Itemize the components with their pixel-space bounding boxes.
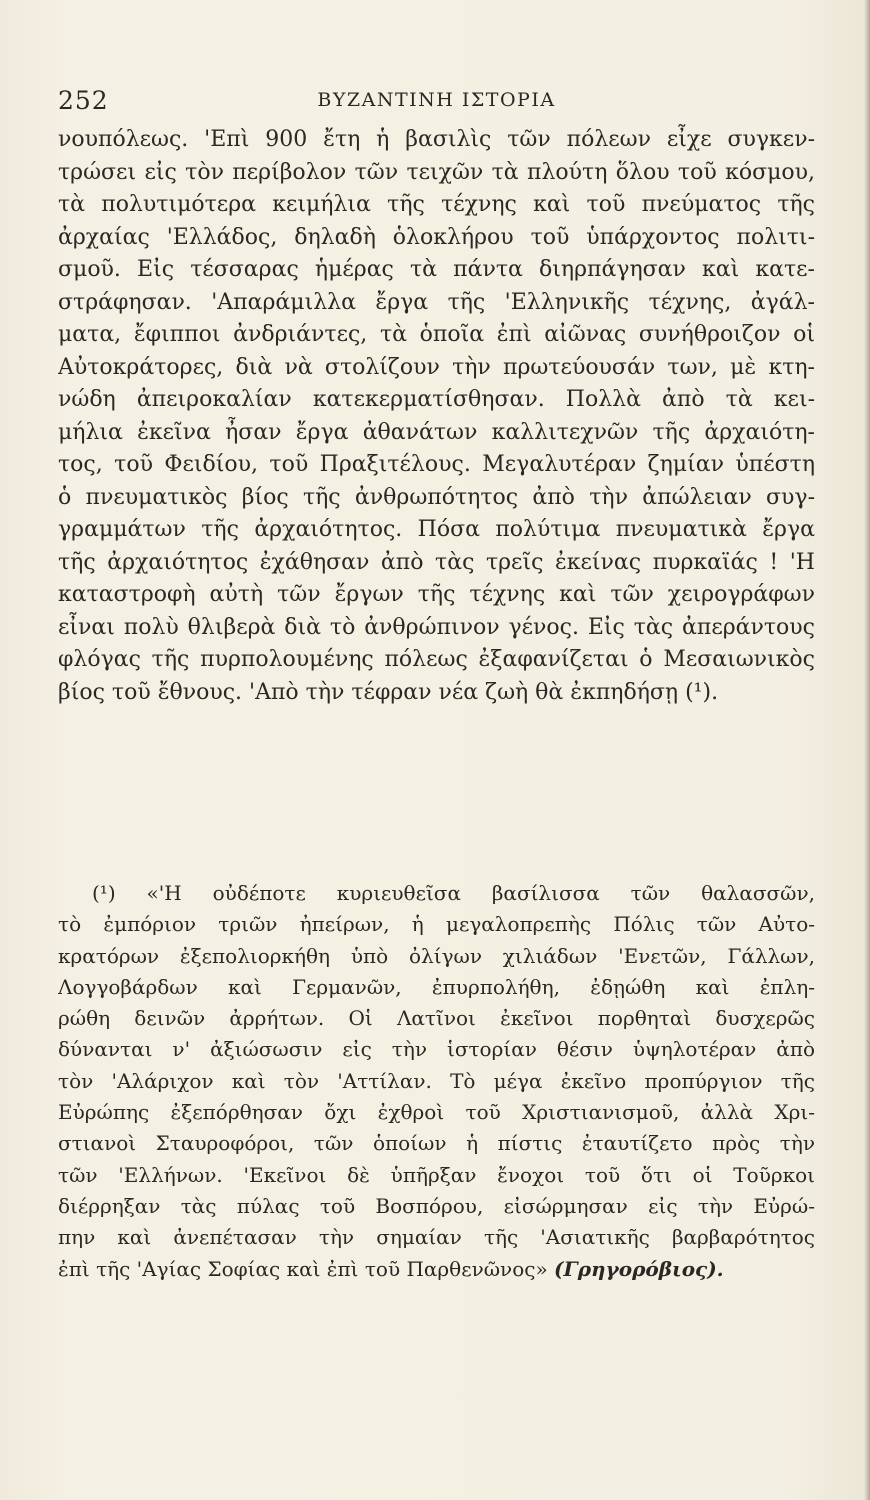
text-line: εἶναι πολὺ θλιβερὰ διὰ τὸ ἀνθρώπινον γένος. Εἰς τὰς ἀπεράντους [58, 614, 815, 640]
page-header [58, 86, 815, 122]
page-number: 252 [58, 86, 109, 115]
footnote-line: τὸν 'Αλάριχον καὶ τὸν 'Αττίλαν. Τὸ μέγα ἐκεῖνο προπύργιον τῆς [58, 1068, 815, 1093]
running-title: ΒΥΖΑΝΤΙΝΗ ΙΣΤΟΡΙΑ [317, 89, 556, 111]
footnote-author: (Γρηγορόβιος). [554, 1256, 724, 1281]
text-line: μήλια ἐκεῖνα ἦσαν ἔργα ἀθανάτων καλλιτεχνῶν τῆς ἀρχαιότη- [58, 419, 815, 445]
footnote-line: τῶν 'Ελλήνων. 'Εκεῖνοι δὲ ὑπῆρξαν ἔνοχοι τοῦ ὅτι οἱ Τοῦρκοι [58, 1162, 815, 1187]
text-line: τὰ πολυτιμότερα κειμήλια τῆς τέχνης καὶ τοῦ πνεύματος τῆς [58, 192, 815, 217]
text-line: τος, τοῦ Φειδίου, τοῦ Πραξιτέλους. Μεγαλυτέραν ζημίαν ὑπέστη [58, 452, 815, 477]
footnote-line: διέρρηξαν τὰς πύλας τοῦ Βοσπόρου, εἰσώρμησαν εἰς τὴν Εὐρώ- [58, 1193, 815, 1218]
page-edge-shadow [864, 0, 870, 1500]
footnote-line: ρώθη δεινῶν ἀρρήτων. Οἱ Λατῖνοι ἐκεῖνοι πορθηταὶ δυσχερῶς [58, 1006, 815, 1031]
footnote-line: δύνανται ν' ἀξιώσωσιν εἰς τὴν ἱστορίαν θέσιν ὑψηλοτέραν ἀπὸ [58, 1037, 815, 1062]
footnote-line: κρατόρων ἐξεπολιορκήθη ὑπὸ ὀλίγων χιλιάδων 'Ενετῶν, Γάλλων, [58, 943, 815, 968]
main-text-body [58, 124, 815, 709]
footnote-line-final [58, 1254, 815, 1285]
footnote-line: Λογγοβάρδων καὶ Γερμανῶν, ἐπυρπολήθη, ἐδῃώθη καὶ ἐπλη- [58, 974, 815, 999]
text-line: νώδη ἀπειροκαλίαν κατεκερματίσθησαν. Πολλὰ ἀπὸ τὰ κει- [58, 387, 815, 412]
text-line: νουπόλεως. 'Επὶ 900 ἔτη ἡ βασιλὶς τῶν πόλεων εἶχε συγκεν- [58, 127, 815, 152]
text-line: ματα, ἔφιπποι ἀνδριάντες, τὰ ὁποῖα ἐπὶ αἰῶνας συνήθροιζον οἱ [58, 322, 815, 347]
footnote-line: τὸ ἐμπόριον τριῶν ἠπείρων, ἡ μεγαλοπρεπὴς Πόλις τῶν Αὐτο- [58, 912, 815, 937]
footnote [58, 878, 815, 1285]
text-line: φλόγας τῆς πυρπολουμένης πόλεως ἐξαφανίζεται ὁ Μεσαιωνικὸς [58, 647, 815, 672]
text-line: στράφησαν. 'Απαράμιλλα ἔργα τῆς 'Ελληνικῆς τέχνης, ἀγάλ- [58, 289, 815, 315]
text-line: γραμμάτων τῆς ἀρχαιότητος. Πόσα πολύτιμα πνευματικὰ ἔργα [58, 517, 815, 542]
footnote-line: πην καὶ ἀνεπέτασαν τὴν σημαίαν τῆς 'Ασιατικῆς βαρβαρότητος [58, 1225, 815, 1250]
text-line: τῆς ἀρχαιότητος ἐχάθησαν ἀπὸ τὰς τρεῖς ἐκείνας πυρκαϊάς ! 'Η [58, 549, 815, 575]
text-line: καταστροφὴ αὐτὴ τῶν ἔργων τῆς τέχνης καὶ τῶν χειρογράφων [58, 582, 815, 607]
text-line: τρώσει εἰς τὸν περίβολον τῶν τειχῶν τὰ πλούτη ὅλου τοῦ κόσμου, [58, 159, 815, 185]
text-line: σμοῦ. Εἰς τέσσαρας ἡμέρας τὰ πάντα διηρπάγησαν καὶ κατε- [58, 257, 815, 282]
text-line: ἀρχαίας 'Ελλάδος, δηλαδὴ ὁλοκλήρου τοῦ ὑπάρχοντος πολιτι- [58, 224, 815, 250]
footnote-line: στιανοὶ Σταυροφόροι, τῶν ὁποίων ἡ πίστις ἐταυτίζετο πρὸς τὴν [58, 1131, 815, 1156]
text-line: ὁ πνευματικὸς βίος τῆς ἀνθρωπότητος ἀπὸ τὴν ἀπώλειαν συγ- [58, 484, 815, 510]
text-line: βίος τοῦ ἔθνους. 'Απὸ τὴν τέφραν νέα ζωὴ θὰ ἐκπηδήσῃ (¹). [58, 679, 719, 705]
footnote-text: ἐπὶ τῆς 'Αγίας Σοφίας καὶ ἐπὶ τοῦ Παρθενῶνος» [58, 1256, 555, 1281]
text-line: Αὐτοκράτορες, διὰ νὰ στολίζουν τὴν πρωτεύουσάν των, μὲ κτη- [58, 354, 815, 380]
footnote-line: (¹) «'Η οὐδέποτε κυριευθεῖσα βασίλισσα τῶν θαλασσῶν, [92, 881, 815, 905]
footnote-line: Εὐρώπης ἐξεπόρθησαν ὄχι ἐχθροὶ τοῦ Χριστιανισμοῦ, ἀλλὰ Χρι- [58, 1100, 815, 1125]
